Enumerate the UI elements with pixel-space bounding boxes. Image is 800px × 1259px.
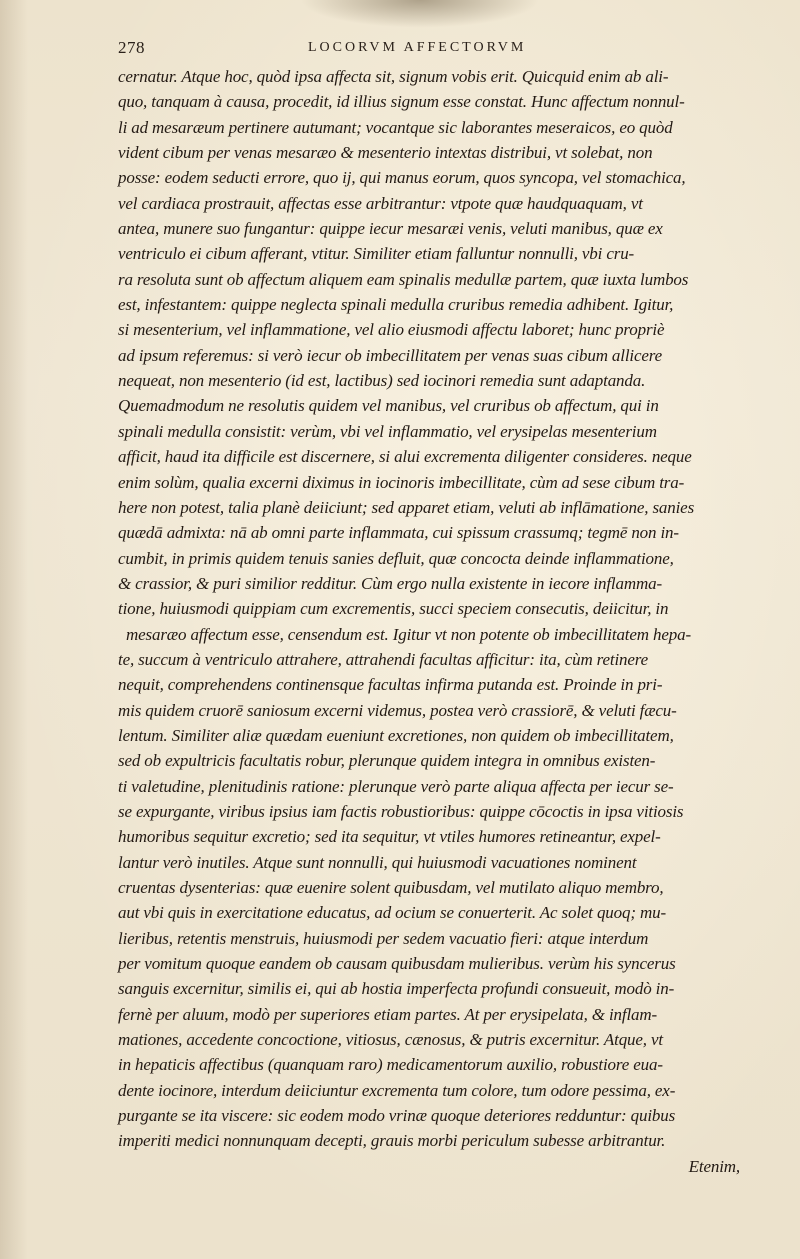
text-line: ra resoluta sunt ob affectum aliquem eam spinalis medullæ partem, quæ iuxta lumbos — [118, 269, 689, 289]
running-title: LOCORVM AFFECTORVM — [308, 40, 527, 55]
text-line: here non potest, talia planè deiiciunt; sed apparet etiam, veluti ab inflāmatione, sanies — [118, 497, 695, 517]
text-line: li ad mesaræum pertinere autumant; vocantque sic laborantes meseraicos, eo quòd — [118, 117, 673, 137]
text-line: spinali medulla consistit: verùm, vbi vel inflammatio, vel erysipelas mesenterium — [118, 421, 657, 441]
text-line: tione, huiusmodi quippiam cum excrementis, succi speciem consecutis, deiicitur, in — [118, 599, 669, 619]
text-line: si mesenterium, vel inflammatione, vel alio eiusmodi affectu laboret; hunc propriè — [118, 320, 665, 340]
text-line: vel cardiaca prostrauit, affectas esse arbitrantur: vtpote quæ haudquaquam, vt — [118, 193, 643, 213]
text-line: lantur verò inutiles. Atque sunt nonnulli, qui huiusmodi vacuationes nominent — [118, 852, 637, 872]
text-line: cumbit, in primis quidem tenuis sanies defluit, quæ concocta deinde inflammatione, — [118, 548, 674, 568]
text-line: te, succum à ventriculo attrahere, attrahendi facultas afficitur: ita, cùm retinere — [118, 649, 649, 669]
text-line: & crassior, & puri similior redditur. Cùm ergo nulla existente in iecore inflamma- — [118, 573, 662, 593]
body-text — [118, 64, 740, 1179]
text-line: ventriculo ei cibum afferant, vtitur. Similiter etiam falluntur nonnulli, vbi cru- — [118, 244, 635, 264]
text-line: quædā admixta: nā ab omni parte inflammata, cui spissum crassumq; tegmē non in- — [118, 523, 679, 543]
text-line: sanguis excernitur, similis ei, qui ab hostia imperfecta profundi consueuit, modò in- — [118, 979, 675, 999]
page-gutter-shadow — [0, 0, 28, 1259]
text-line: purgante se ita viscere: sic eodem modo vrinæ quoque deteriores redduntur: quibus — [118, 1106, 676, 1126]
text-line: se expurgante, viribus ipsius iam factis robustioribus: quippe cōcoctis in ipsa vitiosis — [118, 801, 684, 821]
text-line: mesaræo affectum esse, censendum est. Igitur vt non potente ob imbecillitatem hepa- — [126, 624, 691, 644]
text-line: aut vbi quis in exercitatione educatus, ad ocium se conuerterit. Ac solet quoq; mu- — [118, 903, 666, 923]
text-line: mationes, accedente concoctione, vitiosus, cænosus, & putris excernitur. Atque, vt — [118, 1030, 663, 1050]
page-stain — [300, 0, 540, 28]
text-line: lieribus, retentis menstruis, huiusmodi per sedem vacuatio fieri: atque interdum — [118, 928, 649, 948]
text-line: in hepaticis affectibus (quanquam raro) medicamentorum auxilio, robustiore eua- — [118, 1055, 663, 1075]
text-line: dente iocinore, interdum deiiciuntur excrementa tum colore, tum odore pessima, ex- — [118, 1080, 676, 1100]
text-line: fernè per aluum, modò per superiores etiam partes. At per erysipelata, & inflam- — [118, 1004, 658, 1024]
text-line: lentum. Similiter aliæ quædam eueniunt excretiones, non quidem ob imbecillitatem, — [118, 725, 674, 745]
text-line: ad ipsum referemus: si verò iecur ob imbecillitatem per venas suas cibum allicere — [118, 345, 663, 365]
text-line: cruentas dysenterias: quæ euenire solent quibusdam, vel mutilato aliquo membro, — [118, 878, 664, 897]
text-line: ti valetudine, plenitudinis ratione: plerunque verò parte aliqua affecta per iecur se- — [118, 776, 674, 796]
page-number: 278 — [118, 38, 145, 57]
page-header — [118, 38, 748, 60]
text-line: posse: eodem seducti errore, quo ij, qui manus eorum, quos syncopa, vel stomachica, — [118, 168, 686, 188]
text-line: humoribus sequitur excretio; sed ita sequitur, vt vtiles humores retineantur, expel- — [118, 827, 661, 847]
text-line: cernatur. Atque hoc, quòd ipsa affecta sit, signum vobis erit. Quicquid enim ab ali- — [118, 67, 669, 86]
text-line: per vomitum quoque eandem ob causam quibusdam mulieribus. verùm his syncerus — [118, 954, 676, 974]
text-line: Quemadmodum ne resolutis quidem vel manibus, vel cruribus ob affectum, qui in — [118, 396, 659, 416]
text-line: enim solùm, qualia excerni diximus in iocinoris imbecillitate, cùm ad sese cibum tra- — [118, 472, 685, 492]
text-line: quo, tanquam à causa, procedit, id illius signum esse constat. Hunc affectum nonnul- — [118, 92, 685, 112]
text-line: nequeat, non mesenterio (id est, lactibus) sed iocinori remedia sunt adaptanda. — [118, 371, 646, 391]
text-line: afficit, haud ita difficile est discernere, si alui excrementa diligenter consideres. neque — [118, 447, 692, 467]
text-line: sed ob expultricis facultatis robur, plerunque quidem integra in omnibus existen- — [118, 751, 656, 771]
text-line: vident cibum per venas mesaræo & mesenterio intextas distribui, vt solebat, non — [118, 143, 653, 163]
text-line: nequit, comprehendens continensque facultas infirma putanda est. Proinde in pri- — [118, 675, 663, 695]
catchword: Etenim, — [688, 1156, 740, 1176]
text-line: antea, munere suo fungantur: quippe iecur mesaræi venis, veluti manibus, quæ ex — [118, 219, 663, 239]
text-line: est, infestantem: quippe neglecta spinali medulla cruribus remedia adhibent. Igitur, — [118, 295, 674, 315]
text-line: imperiti medici nonnunquam decepti, grauis morbi periculum subesse arbitrantur. — [118, 1131, 666, 1151]
text-line: mis quidem cruorē saniosum excerni videmus, postea verò crassiorē, & veluti fæcu- — [118, 700, 677, 720]
